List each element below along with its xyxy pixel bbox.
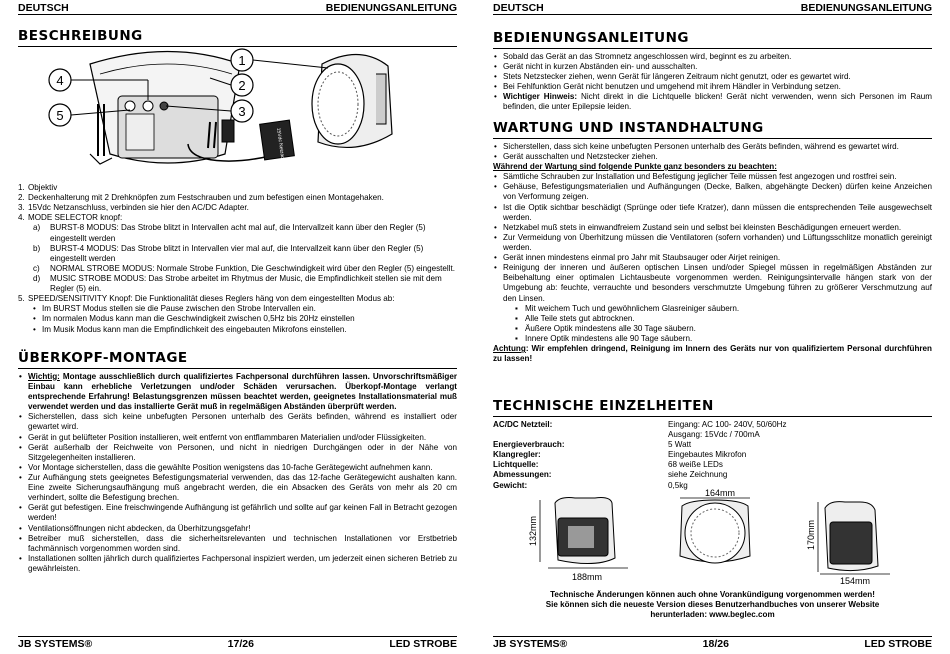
notice-line: herunterladen: www.beglec.com <box>650 610 775 620</box>
spec-label: Klangregler: <box>493 450 541 460</box>
list-item: • Gerät ausschalten und Netzstecker ziehen. <box>493 152 932 162</box>
list-item: • Im normalen Modus kann man die Geschwindigkeit zwischen 0,5Hz bis 20Hz einstellen <box>32 314 457 324</box>
header-title: BEDIENUNGSANLEITUNG <box>325 2 457 14</box>
dimension-label: 154mm <box>840 576 871 586</box>
spec-label: Gewicht: <box>493 480 528 490</box>
spec-label: Abmessungen: <box>493 470 552 480</box>
list-item: 2. Deckenhalterung mit 2 Drehknöpfen zum Festschrauben und zum befestigen einen Montagehaken. <box>18 193 384 203</box>
adapter-label: 15Vdc Netzadapter <box>275 127 287 171</box>
list-item: • Gerät nicht in kurzen Abständen ein- und ausschalten. <box>493 62 932 72</box>
callout-5: 5 <box>56 108 64 123</box>
maintenance-subheading: Während der Wartung sind folgende Punkte ganz besonders zu beachten: <box>493 162 777 172</box>
spec-value: 0,5kg <box>668 480 688 490</box>
list-item: • Im BURST Modus stellen sie die Pause zwischen den Strobe Intervallen ein. <box>32 304 457 314</box>
list-item: • Gerät innen mindestens einmal pro Jahr mit Staubsauger oder Airjet reinigen. <box>493 253 932 263</box>
callout-2: 2 <box>238 78 246 93</box>
page-right <box>475 0 950 654</box>
list-item: • Ventilationsöffnungen nicht abdecken, da Überhitzungsgefahr! <box>18 524 457 534</box>
page-header <box>18 2 457 15</box>
list-item: • Gerät gut befestigen. Eine freischwingende Aufhängung ist gefährlich und sollte auf gar keinen Fall in Betracht gezogen werden! <box>18 503 457 523</box>
list-item: • Zur Aufhängung stets geeignetes Befestigungsmaterial verwenden, das das 12-fache Gerätegewicht aushalten kann. Eine zweite Sicherungsaufhängung muß angebracht werden, die ein Absacken des Geräts von mehr als 20 cm verhindert, sollte die Befestigung brechen. <box>18 473 457 503</box>
spec-value: siehe Zeichnung <box>668 470 728 480</box>
spec-value: 68 weiße LEDs <box>668 460 723 470</box>
footer-page-number: 17/26 <box>227 638 254 650</box>
list-item: • Zur Vermeidung von Überhitzung müssen die Ventilatoren (sofern vorhanden) und Lüftungsschlitze monatlich gereinigt werden. <box>493 233 932 253</box>
list-item: • Stets Netzstecker ziehen, wenn Gerät für längeren Zeitraum nicht genutzt, oder es gewartet wird. <box>493 72 932 82</box>
list-item: ▪ Mit weichem Tuch und gewöhnlichem Glasreiniger säubern. <box>515 304 932 314</box>
page-footer <box>493 636 932 650</box>
spec-label <box>493 430 668 440</box>
section-heading: TECHNISCHE EINZELHEITEN <box>493 398 932 417</box>
callout-1: 1 <box>238 53 246 68</box>
spec-label: Energieverbrauch: <box>493 440 565 450</box>
list-item: a) BURST-8 MODUS: Das Strobe blitzt in Intervallen acht mal auf, die Intervallzeit kann über den Regler (5) eingestellt werden <box>33 223 426 243</box>
section-heading: ÜBERKOPF-MONTAGE <box>18 350 457 369</box>
section-heading: WARTUNG UND INSTANDHALTUNG <box>493 120 932 139</box>
hint-item: • Wichtiger Hinweis: Nicht direkt in die Lichtquelle blicken! Gerät nicht verwenden, wenn sich Personen im Raum befinden, die unter Epilepsie leiden. <box>493 92 932 112</box>
spec-table <box>493 420 932 491</box>
list-item: • Sicherstellen, dass sich keine unbefugten Personen unterhalb des Geräts befinden, während es installiert oder gewartet wird. <box>18 412 457 432</box>
front-view-drawing <box>680 488 750 563</box>
list-item: 4. MODE SELECTOR knopf: <box>18 213 123 223</box>
spec-value: Eingebautes Mikrofon <box>668 450 747 460</box>
list-item: • Vor Montage sicherstellen, dass die gewählte Position wenigstens das 10-fache Gerätegewicht aufnehmen kann. <box>18 463 457 473</box>
notice-line: Technische Änderungen können auch ohne Vorankündigung vorgenommen werden! <box>550 590 875 599</box>
dimension-label: 164mm <box>705 488 736 498</box>
list-item: • Im Musik Modus kann man die Empfindlichkeit des eingebauten Mikrofons einstellen. <box>32 325 457 335</box>
footer-product: LED STROBE <box>389 638 457 650</box>
dimension-label: 188mm <box>572 572 603 582</box>
dimension-label: 132mm <box>528 515 538 546</box>
list-item: 3. 15Vdc Netzanschluss, verbinden sie hier den AC/DC Adapter. <box>18 203 249 213</box>
section-heading: BEDIENUNGSANLEITUNG <box>493 30 932 49</box>
section-wartung <box>493 120 932 364</box>
caution-note: Achtung: Wir empfehlen dringend, Reinigung im Innern des Geräts nur von qualifiziertem Personal durchführen zu lassen! <box>493 344 932 364</box>
notice-block <box>493 590 932 620</box>
header-title: BEDIENUNGSANLEITUNG <box>800 2 932 14</box>
callout-4: 4 <box>56 73 64 88</box>
dimension-drawings <box>500 488 930 588</box>
page-header <box>493 2 932 15</box>
notice-line: Sie können sich die neueste Version dieses Benutzerhandbuches von unserer Website <box>545 600 880 610</box>
list-item: ▪ Äußere Optik mindestens alle 30 Tage säubern. <box>515 324 932 334</box>
spec-label: AC/DC Netzteil: <box>493 419 553 429</box>
list-item: • Gerät außerhalb der Reichweite von Personen, und nicht in niedrigen Durchgängen oder in der Nähe von Sitzgelegenheiten installieren. <box>18 443 457 463</box>
side-view-2-drawing <box>806 502 890 586</box>
list-item: • Reinigung der inneren und äußeren optischen Linsen und/oder Spiegel müssen in regelmäßigen Abständen zur Beibehaltung einer optimalen Lichtausbeute vorgenommen werden. Reinigungsintervalle hängen stark von der Umgebung ab: feuchte, verrauchte und besonders verschmutzte Umgebung führen zu größerer Verschmutzung auf den Linsen. <box>493 263 932 303</box>
page-footer <box>18 636 457 650</box>
section-bedienung <box>493 30 932 113</box>
footer-product: LED STROBE <box>864 638 932 650</box>
section-technik <box>493 398 932 491</box>
list-item: 5. SPEED/SENSITIVITY Knopf: Die Funktionalität dieses Reglers häng von dem eingestellten Modus ab: <box>18 294 395 304</box>
section-heading: BESCHREIBUNG <box>18 28 457 47</box>
list-item: • Bei Fehlfunktion Gerät nicht benutzen und umgehend mit ihrem Händler in Verbindung setzen. <box>493 82 932 92</box>
list-item: • Netzkabel muß stets in einwandfreiem Zustand sein und selbst bei kleinsten Beschädigungen erneuert werden. <box>493 223 932 233</box>
description-list <box>18 183 457 335</box>
list-item: ▪ Innere Optik mindestens alle 90 Tage säubern. <box>515 334 932 344</box>
list-item: • Ist die Optik sichtbar beschädigt (Sprünge oder tiefe Kratzer), dann müssen die entsprechenden Teile ausgewechselt werden. <box>493 203 932 223</box>
list-item: ▪ Alle Teile stets gut abtrocknen. <box>515 314 932 324</box>
list-item: d) MUSIC STROBE MODUS: Das Strobe arbeitet im Rhytmus der Music, die Empfindlichkeit stellen sie mit dem Regler (5) ein. <box>33 273 442 294</box>
section-montage <box>18 350 457 574</box>
list-item: • Installationen sollten jährlich durch qualifiziertes Fachpersonal inspiziert werden, um jederzeit einen sicheren Betrieb zu gewährleisten. <box>18 554 457 574</box>
callout-3: 3 <box>238 104 246 119</box>
list-item: • Gehäuse, Befestigungsmaterialien und Aufhängungen (Decke, Balken, abgehängte Decken) dürfen keine Anzeichen von Verformung zeigen. <box>493 182 932 202</box>
list-item: • Sicherstellen, dass sich keine unbefugten Personen unterhalb des Geräts befinden, während es gewartet wird. <box>493 142 932 152</box>
list-item: • Gerät in gut belüfteter Position installieren, weit entfernt von entflammbaren Materialien und/oder Flüssigkeiten. <box>18 433 457 443</box>
list-item: 1. Objektiv <box>18 183 58 192</box>
side-view-drawing <box>528 498 628 582</box>
front-view-drawing <box>312 54 392 147</box>
spec-value: Ausgang: 15Vdc / 700mA <box>668 429 760 439</box>
header-language: DEUTSCH <box>18 2 69 14</box>
footer-page-number: 18/26 <box>702 638 729 650</box>
adapter-drawing <box>260 120 295 171</box>
list-item: • Betreiber muß sicherstellen, dass die sicherheitsrelevanten und technischen Installationen vor Erstbetrieb fachmännisch vorgenommen worden sind. <box>18 534 457 554</box>
header-language: DEUTSCH <box>493 2 544 14</box>
dimension-label: 170mm <box>806 519 816 550</box>
list-item: c) NORMAL STROBE MODUS: Normale Strobe Funktion, Die Geschwindigkeit wird über den Regler (5) eingestellt. <box>33 263 455 273</box>
spec-value: 5 Watt <box>668 440 692 450</box>
footer-brand: JB SYSTEMS® <box>18 638 93 650</box>
footer-brand: JB SYSTEMS® <box>493 638 568 650</box>
device-diagram <box>40 44 470 184</box>
spec-label: Lichtquelle: <box>493 460 539 470</box>
spec-value: Eingang: AC 100- 240V, 50/60Hz <box>668 419 787 429</box>
list-item: b) BURST-4 MODUS: Das Strobe blitzt in Intervallen vier mal auf, die Intervallzeit kann über den Regler (5) eingestellt werden <box>33 243 424 263</box>
warning-item: • Wichtig: Montage ausschließlich durch qualifiziertes Fachpersonal durchführen lassen. Unvorschriftsmäßiger Einbau kann erhebliche Verletzungen und/oder Schäden verursachen. Überkopf-Montage verlangt entsprechende Erfahrung! Belastungsgrenzen müssen beachtet werden, geeignetes Installationsmaterial muß verwendet werden und das installierte Gerät muß in regelmäßigen Abständen überprüft werden. <box>18 372 457 412</box>
list-item: • Sämtliche Schrauben zur Installation und Befestigung jeglicher Teile müssen fest angezogen und rostfrei sein. <box>493 172 932 182</box>
list-item: • Sobald das Gerät an das Stromnetz angeschlossen wird, beginnt es zu arbeiten. <box>493 52 932 62</box>
mode-list <box>18 223 457 294</box>
